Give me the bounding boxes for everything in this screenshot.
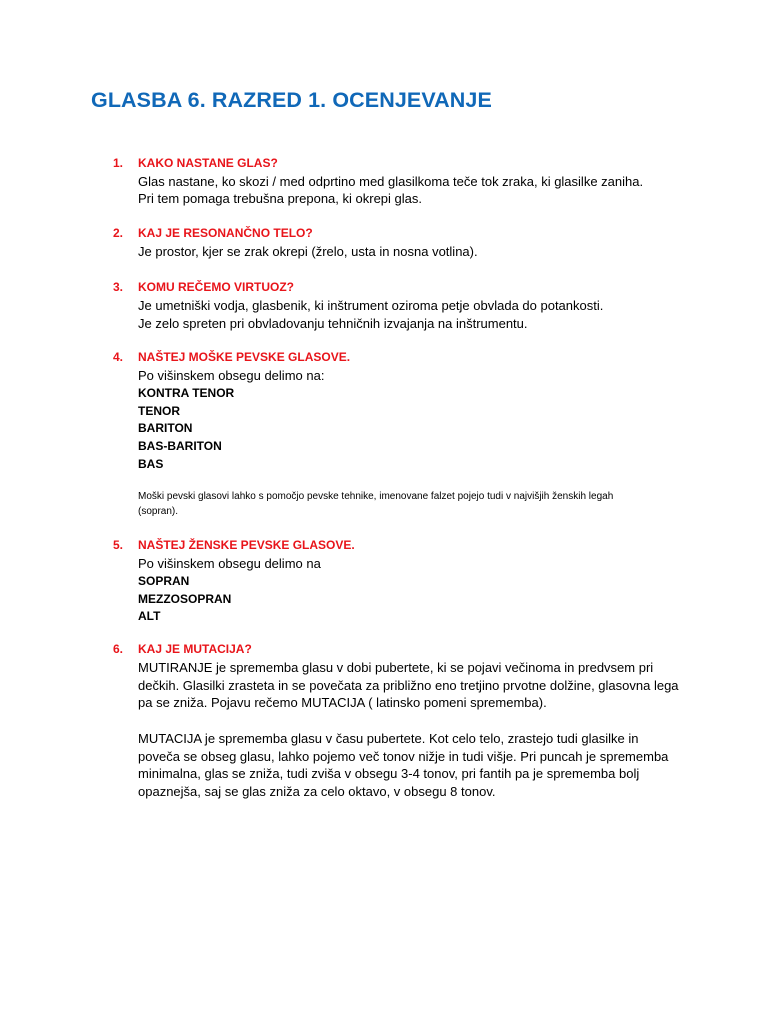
paragraph-line: minimalna, glas se zniža, tudi zviša v obsegu 3-4 tonov, pri fantih pa je sprememba bolj: [138, 766, 640, 781]
question-number: 3.: [113, 280, 124, 294]
voice-item: BARITON: [138, 421, 193, 435]
question-number: 4.: [113, 350, 124, 364]
paragraph-line: poveča se obseg glasu, lahko pojemo več tonov nižje in tudi višje. Pri puncah je sprememba: [138, 749, 669, 764]
voice-item: SOPRAN: [138, 574, 190, 588]
note-line: (sopran).: [138, 506, 179, 517]
paragraph-line: opaznejša, saj se glas zniža za celo oktavo, v obsegu 8 tonov.: [138, 784, 496, 799]
question-heading: KAJ JE MUTACIJA?: [138, 642, 252, 656]
paragraph-line: MUTIRANJE je sprememba glasu v dobi pubertete, ki se pojavi večinoma in predvsem pri: [138, 660, 654, 675]
question-number: 6.: [113, 642, 124, 656]
answer-line: Je umetniški vodja, glasbenik, ki inštrument oziroma petje obvlada do potankosti.: [138, 298, 604, 313]
voice-item: BAS-BARITON: [138, 439, 222, 453]
question-heading: KAKO NASTANE GLAS?: [138, 156, 278, 170]
question-heading: KAJ JE RESONANČNO TELO?: [138, 226, 313, 240]
question-heading: NAŠTEJ ŽENSKE PEVSKE GLASOVE.: [138, 538, 355, 552]
paragraph-line: pa se zniža. Pojavu rečemo MUTACIJA ( latinsko pomeni sprememba).: [138, 695, 547, 710]
page-title: GLASBA 6. RAZRED 1. OCENJEVANJE: [91, 88, 492, 112]
answer-intro: Po višinskem obsegu delimo na:: [138, 368, 325, 383]
answer-line: Je zelo spreten pri obvladovanju tehničnih izvajanja na inštrumentu.: [138, 316, 528, 331]
question-number: 2.: [113, 226, 124, 240]
voice-item: MEZZOSOPRAN: [138, 592, 232, 606]
voice-item: BAS: [138, 457, 164, 471]
question-heading: NAŠTEJ MOŠKE PEVSKE GLASOVE.: [138, 350, 351, 364]
paragraph-line: dečkih. Glasilki zrasteta in se povečata za približno eno tretjino prvotne dolžine, glasovna lega: [138, 678, 679, 693]
answer-intro: Po višinskem obsegu delimo na: [138, 556, 321, 571]
question-heading: KOMU REČEMO VIRTUOZ?: [138, 280, 294, 294]
question-number: 1.: [113, 156, 124, 170]
answer-line: Glas nastane, ko skozi / med odprtino med glasilkoma teče tok zraka, ki glasilke zaniha.: [138, 174, 644, 189]
question-number: 5.: [113, 538, 124, 552]
voice-item: KONTRA TENOR: [138, 386, 235, 400]
answer-line: Je prostor, kjer se zrak okrepi (žrelo, usta in nosna votlina).: [138, 244, 478, 259]
answer-line: Pri tem pomaga trebušna prepona, ki okrepi glas.: [138, 191, 422, 206]
paragraph-line: MUTACIJA je sprememba glasu v času pubertete. Kot celo telo, zrastejo tudi glasilke in: [138, 731, 639, 746]
voice-item: TENOR: [138, 404, 180, 418]
note-line: Moški pevski glasovi lahko s pomočjo pevske tehnike, imenovane falzet pojejo tudi v najvišjih ženskih legah: [138, 491, 614, 502]
voice-item: ALT: [138, 609, 161, 623]
